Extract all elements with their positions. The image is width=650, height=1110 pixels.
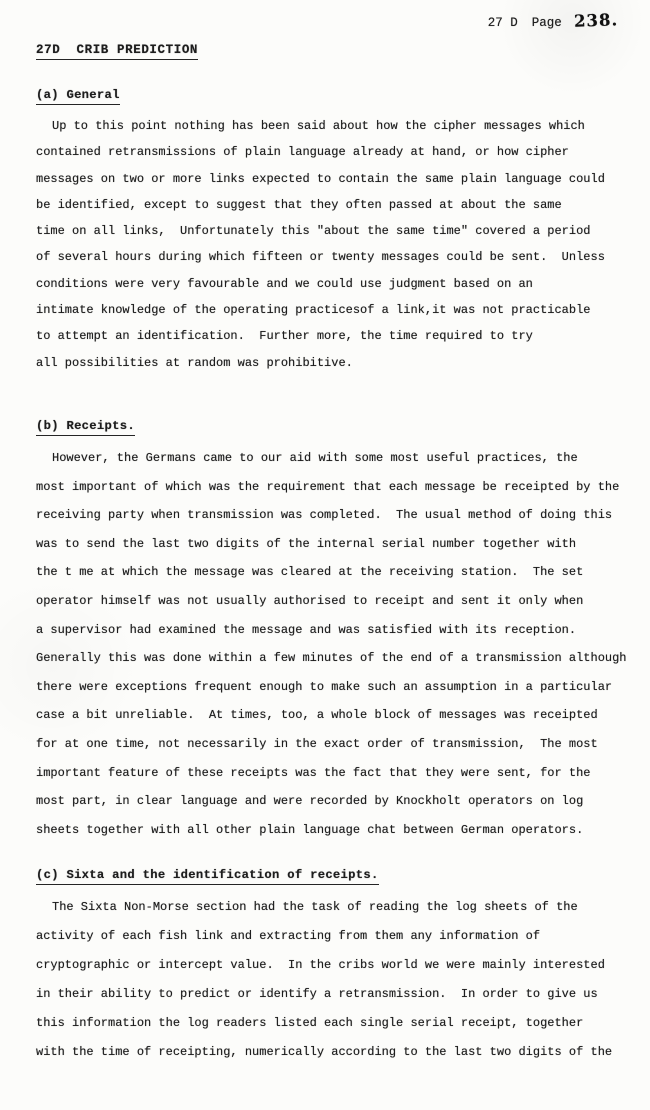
text-line: receiving party when transmission was completed. The usual method of doing this (36, 508, 613, 523)
text-line: operator himself was not usually authorised to receipt and sent it only when (36, 593, 584, 608)
section-heading: (c) Sixta and the identification of receipts. (36, 868, 379, 885)
handwritten-page-number: 238. (573, 10, 619, 31)
text-line: in their ability to predict or identify a retransmission. In order to give us (36, 987, 598, 1001)
text-line: The Sixta Non-Morse section had the task of reading the log sheets of the (52, 900, 578, 914)
text-line: intimate knowledge of the operating practicesof a link,it was not practicable (36, 303, 591, 318)
document-title-text: 27D CRIB PREDICTION (36, 43, 198, 60)
document-title (36, 43, 198, 60)
text-line: most part, in clear language and were recorded by Knockholt operators on log (36, 794, 584, 809)
text-line: of several hours during which fifteen or twenty messages could be sent. Unless (36, 250, 605, 265)
text-line: sheets together with all other plain language chat between German operators. (36, 822, 584, 837)
paragraph (36, 893, 632, 1067)
text-line: Up to this point nothing has been said about how the cipher messages which (52, 119, 585, 133)
text-line: with the time of receipting, numerically according to the last two digits of the (36, 1045, 613, 1059)
text-line: conditions were very favourable and we could use judgment based on an (36, 276, 533, 291)
text-line: to attempt an identification. Further more, the time required to try (36, 329, 533, 344)
section-a-general (36, 88, 632, 376)
text-line: was to send the last two digits of the internal serial number together with (36, 536, 577, 551)
section-reference: 27 D (487, 16, 518, 30)
text-line: most important of which was the requirement that each message be receipted by the (36, 479, 620, 494)
text-line: contained retransmissions of plain language already at hand, or how cipher (36, 145, 569, 160)
text-line: messages on two or more links expected to contain the same plain language could (36, 171, 605, 186)
text-line: case a bit unreliable. At times, too, a whole block of messages was receipted (36, 708, 598, 723)
page-header (488, 11, 618, 30)
text-line: for at one time, not necessarily in the exact order of transmission, The most (36, 736, 598, 751)
section-b-receipts (36, 419, 632, 844)
text-line: cryptographic or intercept value. In the cribs world we were mainly interested (36, 958, 605, 972)
text-line: this information the log readers listed each single serial receipt, together (36, 1016, 584, 1030)
page-label: Page (531, 16, 562, 30)
text-line: be identified, except to suggest that they often passed at about the same (36, 197, 562, 212)
section-heading: (a) General (36, 88, 120, 105)
text-line: there were exceptions frequent enough to make such an assumption in a particular (36, 679, 613, 694)
text-line: time on all links, Unfortunately this "about the same time" covered a period (36, 224, 591, 239)
section-heading: (b) Receipts. (36, 419, 135, 436)
section-c-sixta (36, 868, 632, 1067)
text-line: all possibilities at random was prohibitive. (36, 355, 353, 370)
paragraph (36, 113, 632, 376)
text-line: the t me at which the message was cleared at the receiving station. The set (36, 565, 584, 580)
text-line: Generally this was done within a few minutes of the end of a transmission although (36, 651, 627, 666)
text-line: important feature of these receipts was the fact that they were sent, for the (36, 765, 591, 780)
text-line: activity of each fish link and extracting from them any information of (36, 929, 541, 943)
text-line: However, the Germans came to our aid with some most useful practices, the (52, 451, 578, 465)
paragraph (36, 444, 632, 844)
text-line: a supervisor had examined the message and was satisfied with its reception. (36, 622, 577, 637)
